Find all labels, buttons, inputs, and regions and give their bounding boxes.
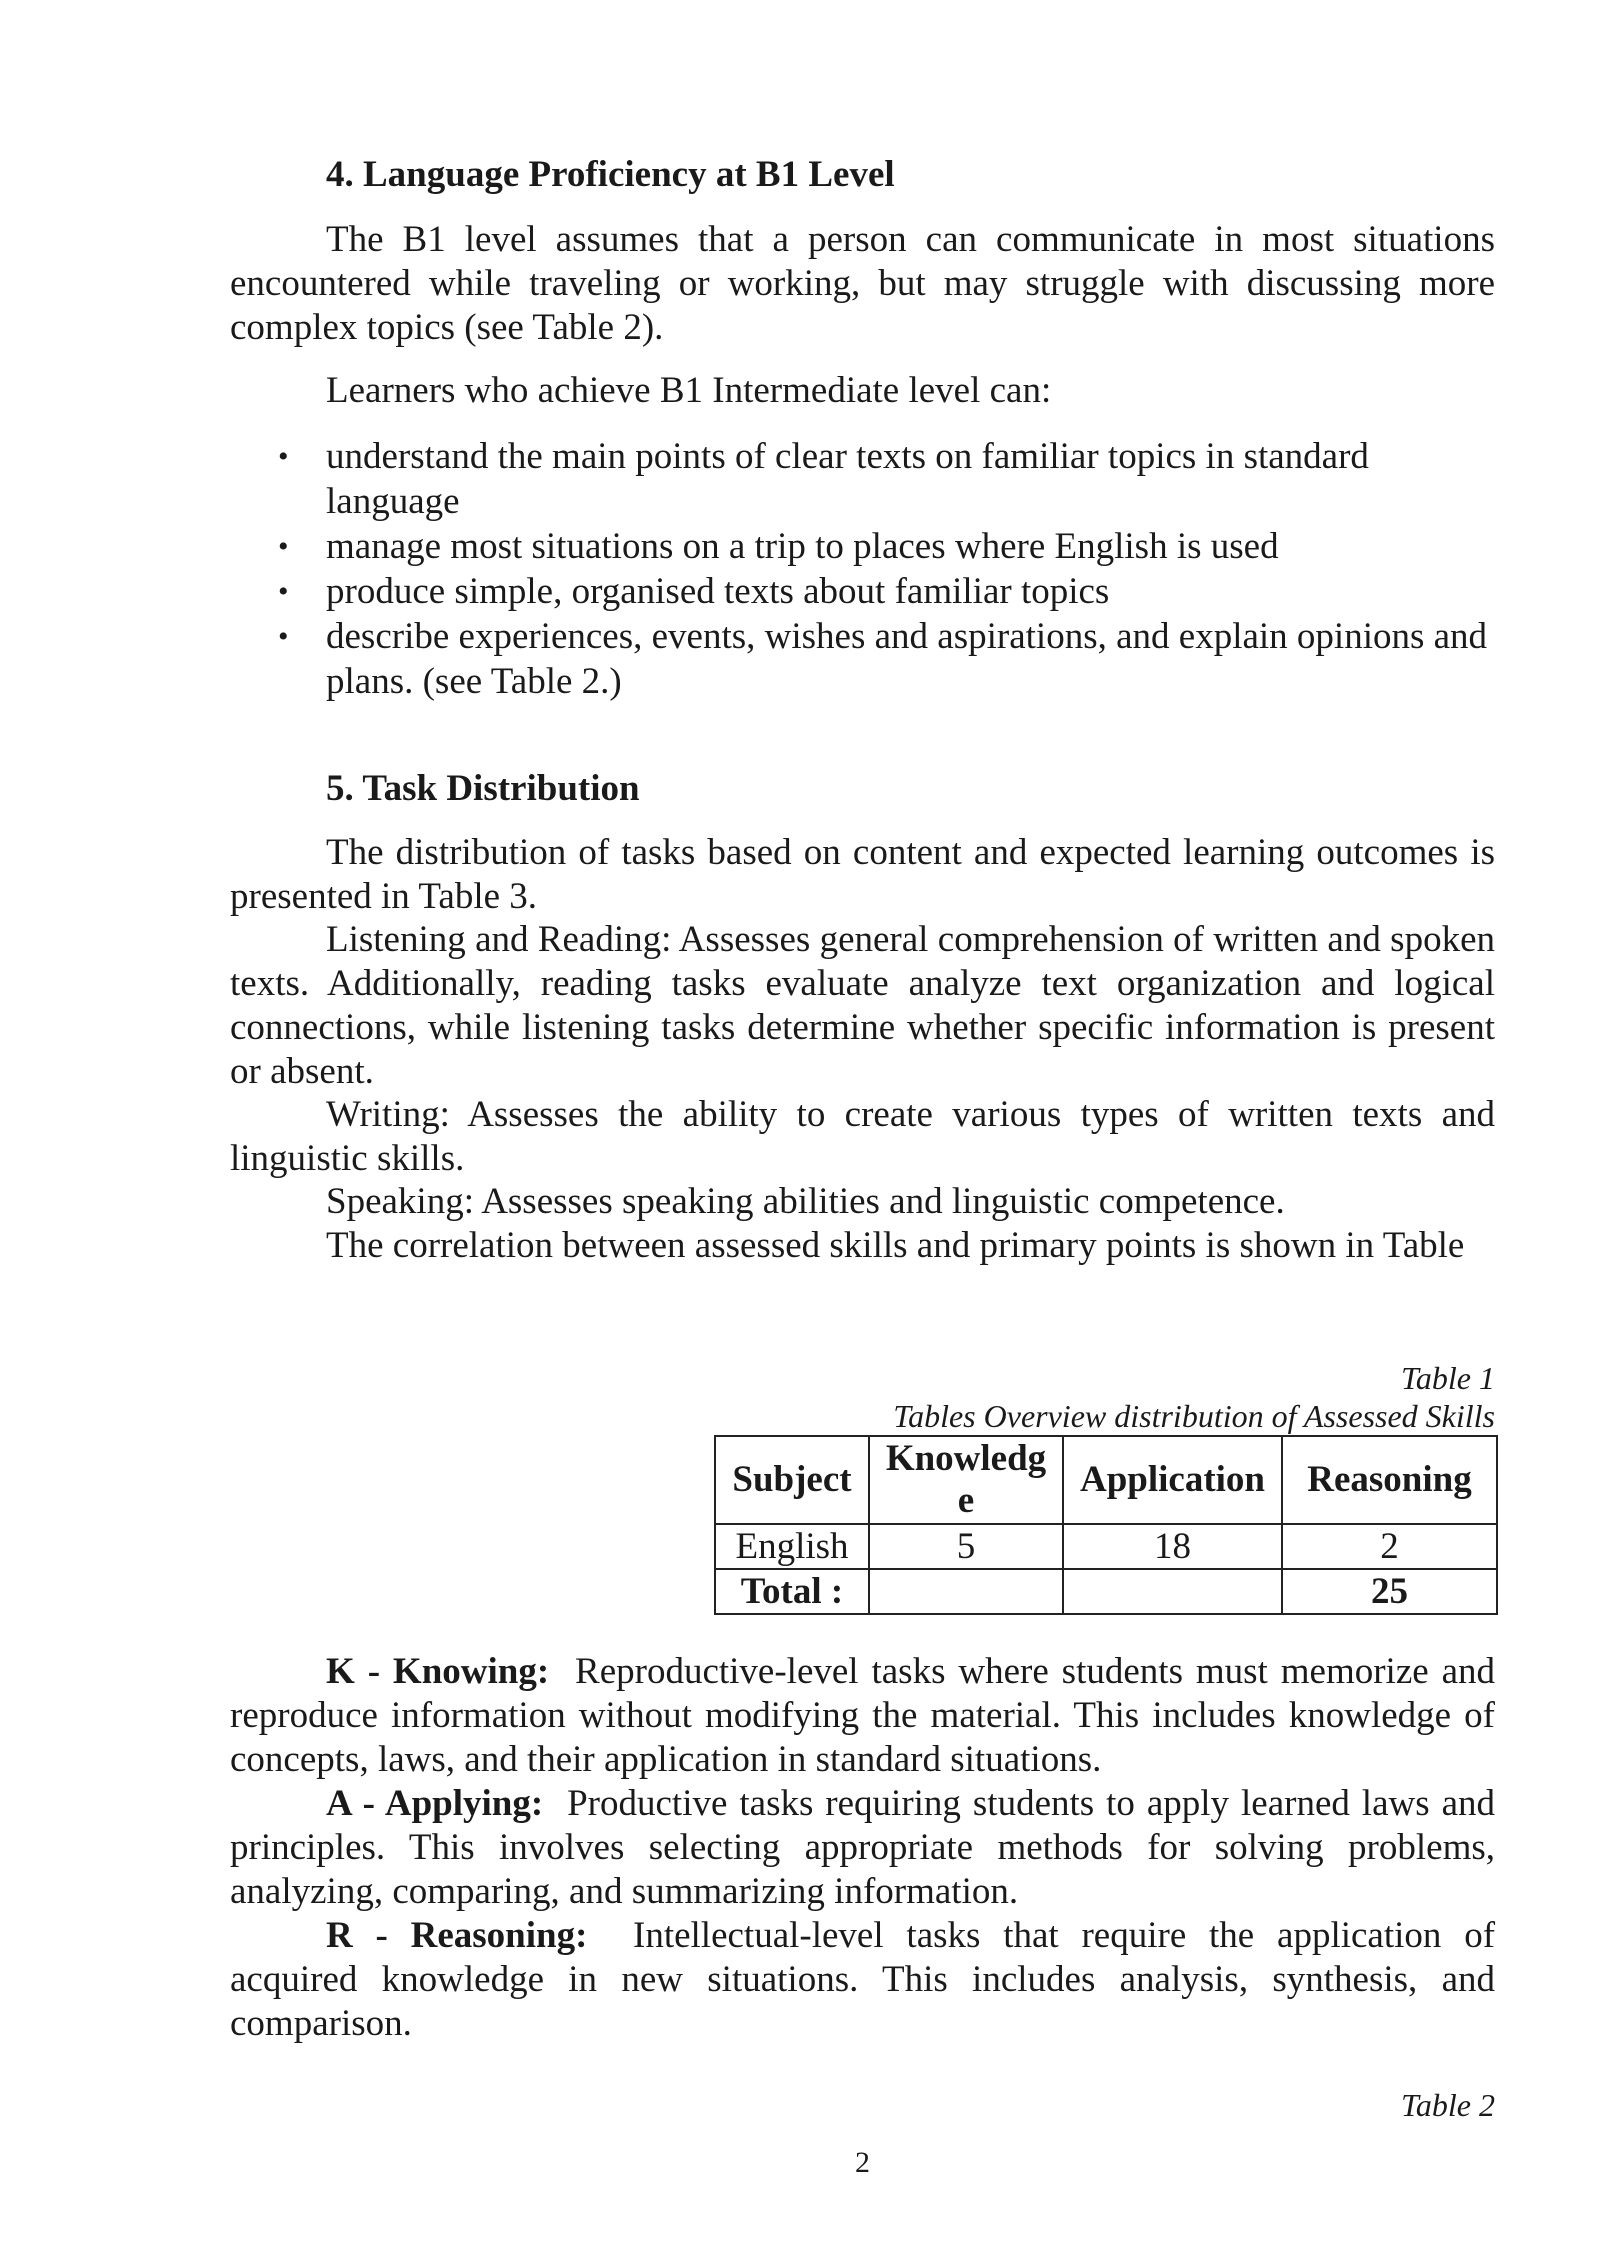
- definition-applying: [230, 1782, 1495, 1914]
- assessed-skills-table: [714, 1435, 1498, 1615]
- section4-lead-sentence: Learners who achieve B1 Intermediate level can:: [326, 370, 1052, 411]
- table1-caption: Tables Overview distribution of Assessed Skills: [893, 1398, 1495, 1434]
- definition-text: Reproductive-level tasks where students must memorize and reproduce information without modifying the material. This includes knowledge of concepts, laws, and their application in standard situations.: [230, 1651, 1496, 1780]
- definition-text: Intellectual-level tasks that require the application of acquired knowledge in new situations. This includes analysis, synthesis, and comparison.: [230, 1915, 1496, 2044]
- definition-text: Productive tasks requiring students to apply learned laws and principles. This involves selecting appropriate methods for solving problems, analyzing, comparing, and summarizing information.: [230, 1783, 1496, 1912]
- column-header-subject: Subject: [715, 1436, 869, 1524]
- table2-label: Table 2: [1401, 2087, 1495, 2123]
- bullet-icon: •: [278, 620, 289, 653]
- cell-application: 18: [1063, 1524, 1282, 1569]
- definition-term: K - Knowing:: [326, 1651, 550, 1692]
- cell-reasoning: 2: [1282, 1524, 1497, 1569]
- section5-paragraph-1: The distribution of tasks based on content and expected learning outcomes is presented in Table 3.: [230, 832, 1495, 917]
- cell-empty: [1063, 1569, 1282, 1614]
- bullet-icon: •: [278, 575, 289, 608]
- column-header-knowledge: Knowledg e: [869, 1436, 1063, 1524]
- section-heading-task-distribution: 5. Task Distribution: [326, 768, 640, 809]
- section-heading-language-proficiency: 4. Language Proficiency at B1 Level: [326, 154, 895, 195]
- list-item: • produce simple, organised texts about familiar topics: [278, 571, 1110, 612]
- section4-intro-paragraph: The B1 level assumes that a person can communicate in most situations encountered while traveling or working, but may struggle with discussing more complex topics (see Table 2).: [230, 219, 1495, 348]
- section5-paragraph-correlation: The correlation between assessed skills and primary points is shown in Table: [326, 1225, 1465, 1266]
- bullet-icon: •: [278, 530, 289, 563]
- list-item: • understand the main points of clear texts on familiar topics in standard language: [278, 436, 1369, 522]
- table-header-row: [715, 1436, 1497, 1524]
- definition-knowing: [230, 1650, 1495, 1782]
- column-header-application: Application: [1063, 1436, 1282, 1524]
- definition-reasoning: [230, 1914, 1495, 2046]
- cell-total-value: 25: [1282, 1569, 1497, 1614]
- cell-knowledge: 5: [869, 1524, 1063, 1569]
- page-number: 2: [855, 2146, 870, 2179]
- bullet-icon: •: [278, 440, 289, 473]
- b1-abilities-list: [230, 434, 1495, 704]
- cell-total-label: Total :: [715, 1569, 869, 1614]
- section5-paragraph-speaking: Speaking: Assesses speaking abilities and linguistic competence.: [326, 1181, 1285, 1222]
- table1-label: Table 1: [1401, 1360, 1495, 1396]
- cell-subject: English: [715, 1524, 869, 1569]
- table-row: [715, 1524, 1497, 1569]
- list-item: • describe experiences, events, wishes and aspirations, and explain opinions and plans. (see Table 2.): [278, 616, 1488, 702]
- section5-paragraph-listening-reading: Listening and Reading: Assesses general comprehension of written and spoken texts. Additionally, reading tasks evaluate analyze text organization and logical connections, while listening tasks determine whether specific information is present or absent.: [230, 919, 1495, 1092]
- table-total-row: [715, 1569, 1497, 1614]
- document-page: [230, 0, 1495, 2262]
- list-item: • manage most situations on a trip to places where English is used: [278, 526, 1279, 567]
- definition-term: A - Applying:: [326, 1783, 544, 1824]
- cell-empty: [869, 1569, 1063, 1614]
- section5-paragraph-writing: Writing: Assesses the ability to create various types of written texts and linguistic skills.: [230, 1094, 1495, 1179]
- column-header-reasoning: Reasoning: [1282, 1436, 1497, 1524]
- definition-term: R - Reasoning:: [326, 1915, 588, 1956]
